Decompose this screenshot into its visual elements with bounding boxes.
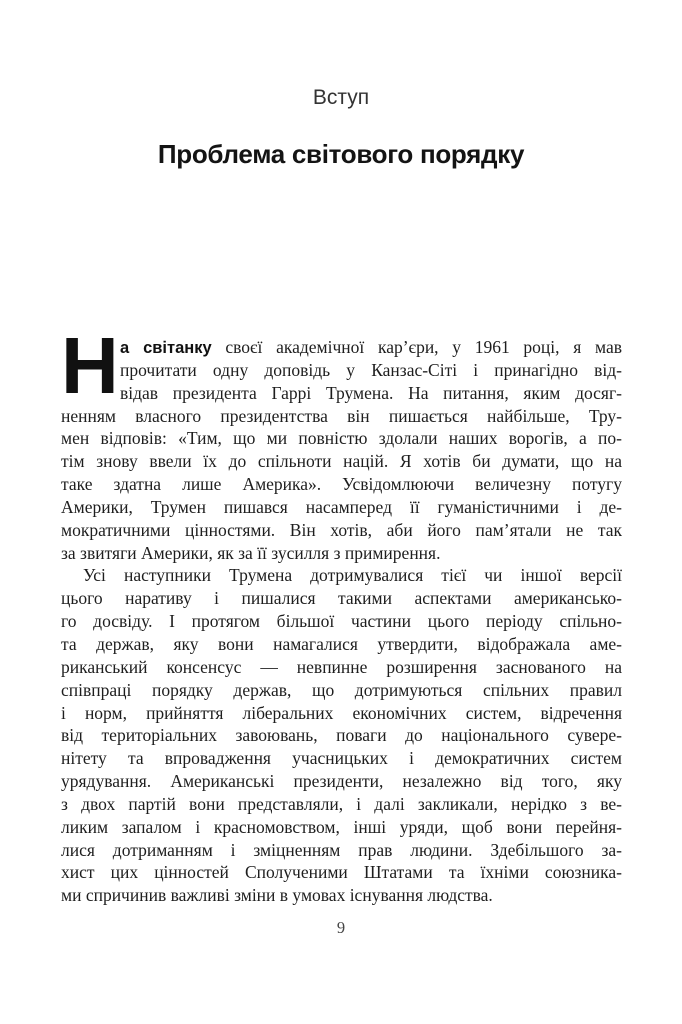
text-line: співпраці порядку держав, що дотримуються спільних правил (61, 679, 622, 700)
text-line: а світанку своєї академічної кар’єри, у 1961 році, я мав (120, 337, 622, 357)
text-line: та держав, яку вони намагалися утвердити, відображала аме- (61, 633, 622, 654)
body-text (61, 321, 622, 907)
text-line: нітету та впровадження учасницьких і демократичних систем (61, 748, 622, 769)
text-line: і норм, прийняття ліберальних економічних систем, відречення (61, 702, 622, 723)
lead-in-bold: а світанку (120, 339, 212, 357)
text-line: тім знову ввели їх до спільноти націй. Я хотів би думати, що на (61, 451, 622, 472)
chapter-title: Проблема світового порядку (157, 139, 525, 169)
text-line: ликим запалом і красномовством, інші уряди, щоб вони перейня- (61, 816, 622, 837)
text-line: за звитяги Америки, як за її зусилля з примирення. (61, 542, 441, 563)
text-line: го досвіду. І протягом більшої частини цього періоду спільно- (61, 611, 622, 632)
text-line: з двох партій вони представляли, і далі закликали, нерідко з ве- (61, 793, 622, 814)
text-line: мен відповів: «Тим, що ми повністю здолали наших ворогів, а по- (61, 428, 622, 449)
text-line: ненням власного президентства він пишається найбільше, Тру- (61, 405, 622, 426)
text-line: ми спричинив важливі зміни в умовах існування людства. (61, 885, 493, 906)
text-line: прочитати одну доповідь у Канзас-Сіті і принагідно від- (120, 359, 622, 380)
text-line: від територіальних завоювань, поваги до національного сувере- (61, 725, 622, 746)
text-line: риканський консенсус — невпинне розширення заснованого на (61, 656, 622, 677)
page-number: 9 (336, 918, 346, 937)
text-line: хист цих цінностей Сполученими Штатами та їхніми союзника- (61, 862, 622, 883)
section-kicker: Вступ (312, 86, 370, 109)
text-line: урядування. Американські президенти, незалежно від того, яку (61, 771, 622, 792)
text-line: таке здатна лише Америка». Усвідомлюючи величезну потугу (61, 474, 622, 495)
text-line: мократичними цінностями. Він хотів, аби його пам’ятали не так (61, 519, 622, 540)
text-line: відав президента Гаррі Трумена. На питання, яким досяг- (120, 382, 622, 403)
text-line: цього наративу і пишалися такими аспектами американсько- (61, 588, 622, 609)
text-line: лися дотриманням і зміцненням прав людини. Здебільшого за- (61, 839, 622, 860)
text-line: Усі наступники Трумена дотримувалися тієї чи іншої версії (83, 565, 622, 586)
text-line: Америки, Трумен пишався насамперед її гуманістичними і де- (61, 496, 622, 517)
drop-cap: Н (61, 321, 119, 410)
